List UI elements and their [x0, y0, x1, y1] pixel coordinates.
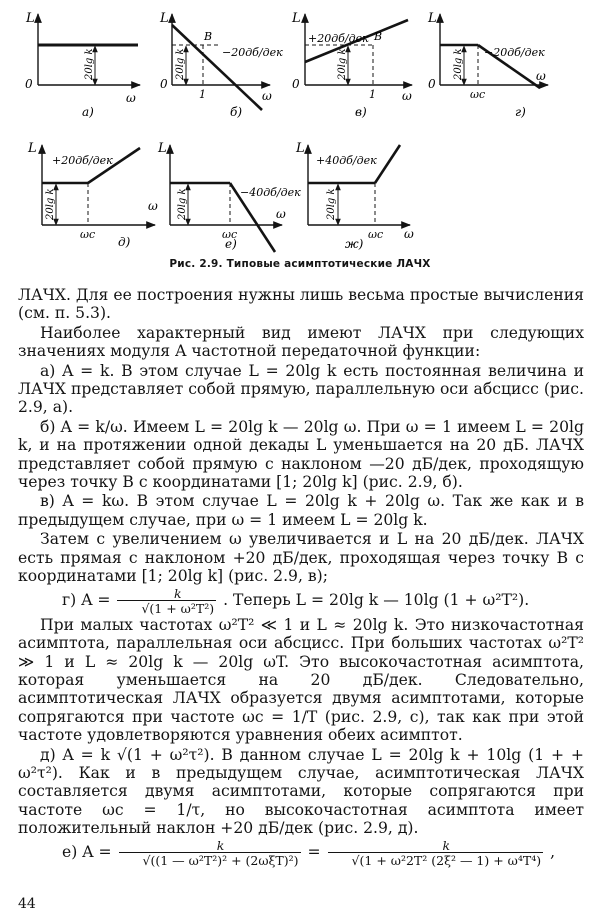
panel-v: [305, 14, 412, 85]
panel-a-label: а): [82, 105, 94, 119]
formula-g-denominator: √(1 + ω²T²): [117, 600, 216, 615]
formula-g-rest: . Теперь L = 20lg k — 10lg (1 + ω²T²).: [223, 590, 530, 609]
panel-b-y-label: L: [160, 11, 169, 26]
panel-g-slope: −20дб/дек: [484, 46, 545, 59]
panel-zh-x-label: ω: [404, 227, 414, 241]
panel-d-label: д): [118, 235, 131, 249]
formula-g-numerator: k: [174, 585, 182, 601]
panel-b-x-label: ω: [262, 89, 272, 103]
panel-d-level: 20lg k: [45, 188, 56, 220]
panel-v-tick: 1: [369, 88, 376, 101]
formula-e-fraction-2: [328, 839, 544, 867]
formula-e-fraction-1: [119, 839, 301, 867]
panel-d-y-label: L: [28, 141, 37, 156]
paragraph: При малых частотах ω²T² ≪ 1 и L ≈ 20lg k. Это низкочастотная асимптота, параллельная оси абсцисс. При больших частотах ω²T² ≫ 1 и L ≈ 20lg k — 20lg ωT. Это высокочастотная асимптота, которая уменьшается на 20 дБ/дек. Следовательно, асимптотическая ЛАЧХ образуется двумя асимптотами, которые сопрягаются при частоте ωc = 1/T (рис. 2.9, с), так как при этой частоте удовлетворяются уравнения обеих асимптот.: [18, 615, 584, 745]
panel-v-point: B: [374, 30, 383, 43]
panel-v-x-label: ω: [402, 89, 412, 103]
panel-zh-level: 20lg k: [326, 188, 337, 220]
panel-b-slope: −20дб/дек: [222, 46, 283, 59]
panel-d-slope: +20дб/дек: [52, 154, 113, 167]
paragraph: Затем с увеличением ω увеличивается и L на 20 дБ/дек. ЛАЧХ есть прямая с наклоном +20 дБ/дек, проходящая через точку B с координатами [1; 20lg k] (рис. 2.9, в);: [18, 530, 584, 586]
panel-zh-tick: ωc: [368, 228, 384, 241]
formula-e-numerator-2: k: [442, 837, 451, 853]
panel-a-level: 20lg k: [84, 48, 95, 80]
paragraph: Наиболее характерный вид имеют ЛАЧХ при следующих значениях модуля A частотной передаточной функции:: [18, 323, 584, 361]
panel-b: [172, 14, 270, 110]
formula-g: [18, 587, 584, 615]
panel-b-origin: 0: [160, 77, 168, 91]
formula-g-prefix: г) A =: [62, 590, 111, 609]
panel-g-x-label: ω: [536, 69, 546, 83]
panel-zh-slope: +40дб/дек: [316, 154, 377, 167]
panel-g-level: 20lg k: [453, 48, 464, 80]
panel-d-tick: ωc: [80, 228, 96, 241]
paragraph: а) A = k. В этом случае L = 20lg k есть постоянная величина и ЛАЧХ представляет собой прямую, параллельную оси абсцисс (рис. 2.9, а).: [18, 361, 584, 417]
panel-e-slope: −40дб/дек: [240, 186, 301, 199]
formula-e-denominator-1: √((1 — ω²T²)² + (2ωξT)²): [119, 852, 301, 867]
panel-g-origin: 0: [428, 77, 436, 91]
panel-e-y-label: L: [158, 141, 167, 156]
formula-e-tail: ,: [550, 842, 556, 861]
panel-e-level: 20lg k: [177, 188, 188, 220]
panel-zh-y-label: L: [296, 141, 305, 156]
panel-a-y-label: L: [26, 11, 35, 26]
figure-caption: Рис. 2.9. Типовые асимптотические ЛАЧХ: [169, 258, 431, 270]
paragraph: д) A = k √(1 + ω²τ²). В данном случае L = 20lg k + 10lg (1 + + ω²τ²). Как и в предыдущем случае, асимптотическая ЛАЧХ составляется двумя асимптотами, которые сопрягаются при частоте ωc = 1/τ, но высокочастотная асимптота имеет положительный наклон +20 дБ/дек (рис. 2.9, д).: [18, 745, 584, 838]
panel-a-origin: 0: [25, 77, 33, 91]
formula-e-prefix: е) A =: [62, 842, 112, 861]
panel-v-label: в): [355, 105, 367, 119]
paragraph: б) A = k/ω. Имеем L = 20lg k — 20lg ω. При ω = 1 имеем L = 20lg k, и на протяжении одной декады L уменьшается на 20 дБ. ЛАЧХ представляет собой прямую с наклоном —20 дБ/дек, проходящую через точку B с координатами [1; 20lg k] (рис. 2.9, б).: [18, 417, 584, 492]
panel-e-x-label: ω: [276, 207, 286, 221]
panel-a-x-label: ω: [126, 91, 136, 105]
formula-e-equals: =: [307, 842, 321, 861]
panel-b-level: 20lg k: [175, 48, 186, 80]
panel-e-label: е): [225, 237, 237, 251]
panel-v-y-label: L: [292, 11, 301, 26]
panel-v-origin: 0: [292, 77, 300, 91]
figure-2-9: [0, 0, 600, 290]
panel-b-label: б): [230, 105, 243, 119]
formula-g-fraction: [117, 587, 216, 615]
panel-b-tick: 1: [199, 88, 206, 101]
page-number: 44: [18, 896, 36, 912]
panel-v-level: 20lg k: [337, 48, 348, 80]
paragraph: ЛАЧХ. Для ее построения нужны лишь весьма простые вычисления (см. п. 5.3).: [18, 286, 584, 323]
panel-g-y-label: L: [428, 11, 437, 26]
formula-e-numerator-1: k: [216, 837, 225, 853]
panel-g-label: г): [515, 105, 526, 119]
paragraph: в) A = kω. В этом случае L = 20lg k + 20lg ω. Так же как и в предыдущем случае, при ω = 1 имеем L = 20lg k.: [18, 492, 584, 529]
panel-v-slope: +20дб/дек: [308, 32, 369, 45]
panel-e-tick: ωc: [222, 228, 238, 241]
formula-e: [18, 839, 584, 867]
panel-d-x-label: ω: [148, 199, 158, 213]
panel-g-tick: ωc: [470, 88, 486, 101]
panel-b-point: B: [204, 30, 213, 43]
formula-e-denominator-2: √(1 + ω²2T² (2ξ² — 1) + ω⁴T⁴): [328, 852, 544, 867]
body-text: [18, 286, 584, 868]
panel-zh-label: ж): [345, 237, 364, 251]
